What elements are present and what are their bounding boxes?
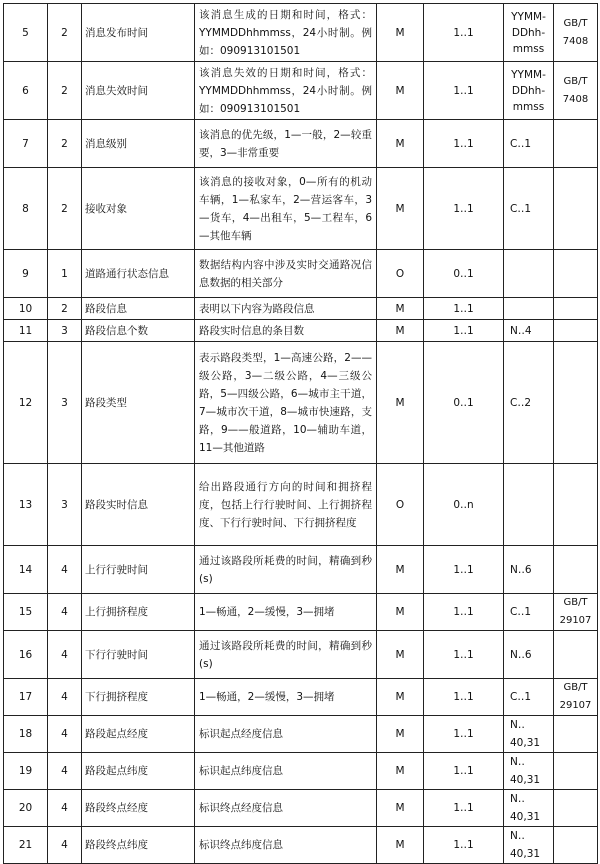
row-format: C‥1 <box>504 120 554 168</box>
row-level: 2 <box>48 168 82 250</box>
row-format: YYMM-DDhh-mmss <box>504 62 554 120</box>
row-standard <box>554 546 598 594</box>
row-name: 上行行驶时间 <box>82 546 195 594</box>
row-description: 表明以下内容为路段信息 <box>195 298 377 320</box>
row-standard <box>554 298 598 320</box>
row-description: 1—畅通，2—缓慢，3—拥堵 <box>195 594 377 631</box>
row-requirement: M <box>377 4 424 62</box>
row-level: 1 <box>48 250 82 298</box>
row-multiplicity: 1‥1 <box>424 320 504 342</box>
row-multiplicity: 1‥1 <box>424 716 504 753</box>
table-row <box>4 342 598 464</box>
row-multiplicity: 0‥1 <box>424 250 504 298</box>
row-description: 该消息的接收对象，0—所有的机动车辆，1—私家车，2—营运客车，3—货车，4—出租车，5—工程车，6—其他车辆 <box>195 168 377 250</box>
row-name: 路段终点经度 <box>82 790 195 827</box>
row-multiplicity: 1‥1 <box>424 679 504 716</box>
row-multiplicity: 1‥1 <box>424 827 504 864</box>
row-format: N‥6 <box>504 631 554 679</box>
row-description: 路段实时信息的条目数 <box>195 320 377 342</box>
row-name: 路段起点经度 <box>82 716 195 753</box>
row-number: 16 <box>4 631 48 679</box>
row-name: 路段信息个数 <box>82 320 195 342</box>
row-standard <box>554 790 598 827</box>
table-row <box>4 120 598 168</box>
table-row <box>4 4 598 62</box>
row-standard <box>554 342 598 464</box>
row-requirement: M <box>377 120 424 168</box>
row-multiplicity: 1‥1 <box>424 120 504 168</box>
row-multiplicity: 1‥1 <box>424 753 504 790</box>
row-format: N‥40,31 <box>504 827 554 864</box>
row-requirement: M <box>377 679 424 716</box>
row-number: 9 <box>4 250 48 298</box>
row-level: 4 <box>48 753 82 790</box>
row-requirement: O <box>377 464 424 546</box>
row-description: 通过该路段所耗费的时间，精确到秒(s) <box>195 546 377 594</box>
row-requirement: M <box>377 62 424 120</box>
row-multiplicity: 1‥1 <box>424 790 504 827</box>
row-description: 该消息生成的日期和时间，格式：YYMMDDhhmmss，24小时制。例如：090913101501 <box>195 4 377 62</box>
row-number: 7 <box>4 120 48 168</box>
row-format: C‥2 <box>504 342 554 464</box>
table-row <box>4 827 598 864</box>
row-level: 2 <box>48 62 82 120</box>
row-format: N‥40,31 <box>504 790 554 827</box>
table-row <box>4 464 598 546</box>
row-standard <box>554 320 598 342</box>
row-level: 3 <box>48 342 82 464</box>
row-standard: GB/T 29107 <box>554 679 598 716</box>
row-description: 数据结构内容中涉及实时交通路况信息数据的相关部分 <box>195 250 377 298</box>
row-multiplicity: 1‥1 <box>424 546 504 594</box>
table-row <box>4 250 598 298</box>
row-description: 1—畅通，2—缓慢，3—拥堵 <box>195 679 377 716</box>
table-row <box>4 679 598 716</box>
row-number: 10 <box>4 298 48 320</box>
row-requirement: M <box>377 631 424 679</box>
row-description: 标识终点经度信息 <box>195 790 377 827</box>
row-standard <box>554 753 598 790</box>
row-level: 3 <box>48 320 82 342</box>
row-number: 8 <box>4 168 48 250</box>
row-level: 4 <box>48 594 82 631</box>
row-requirement: M <box>377 168 424 250</box>
row-name: 下行拥挤程度 <box>82 679 195 716</box>
row-standard <box>554 168 598 250</box>
table-row <box>4 753 598 790</box>
row-number: 19 <box>4 753 48 790</box>
row-requirement: M <box>377 716 424 753</box>
row-format: N‥40,31 <box>504 716 554 753</box>
table-row <box>4 594 598 631</box>
row-standard: GB/T 7408 <box>554 62 598 120</box>
row-name: 消息级别 <box>82 120 195 168</box>
row-requirement: M <box>377 594 424 631</box>
row-number: 11 <box>4 320 48 342</box>
table-row <box>4 790 598 827</box>
row-name: 下行行驶时间 <box>82 631 195 679</box>
row-number: 14 <box>4 546 48 594</box>
row-level: 2 <box>48 4 82 62</box>
row-name: 消息失效时间 <box>82 62 195 120</box>
row-number: 20 <box>4 790 48 827</box>
row-name: 消息发布时间 <box>82 4 195 62</box>
row-multiplicity: 1‥1 <box>424 298 504 320</box>
row-format: C‥1 <box>504 594 554 631</box>
row-requirement: M <box>377 753 424 790</box>
row-level: 4 <box>48 679 82 716</box>
row-description: 给出路段通行方向的时间和拥挤程度，包括上行行驶时间、上行拥挤程度、下行行驶时间、下行拥挤程度 <box>195 464 377 546</box>
row-description: 表示路段类型，1—高速公路，2——级公路，3—二级公路，4—三级公路，5—四级公路，6—城市主干道，7—城市次干道，8—城市快速路，支路，9——般道路，10—辅助车道，11—其他道路 <box>195 342 377 464</box>
row-name: 道路通行状态信息 <box>82 250 195 298</box>
table-row <box>4 320 598 342</box>
table-row <box>4 631 598 679</box>
row-format: YYMM-DDhh-mmss <box>504 4 554 62</box>
row-number: 17 <box>4 679 48 716</box>
table-row <box>4 298 598 320</box>
row-standard <box>554 827 598 864</box>
row-number: 18 <box>4 716 48 753</box>
table-row <box>4 546 598 594</box>
row-format: N‥40,31 <box>504 753 554 790</box>
row-format: C‥1 <box>504 168 554 250</box>
row-requirement: M <box>377 790 424 827</box>
row-number: 21 <box>4 827 48 864</box>
row-description: 该消息的优先级，1—一般，2—较重要，3—非常重要 <box>195 120 377 168</box>
row-level: 2 <box>48 298 82 320</box>
row-number: 13 <box>4 464 48 546</box>
row-multiplicity: 0‥n <box>424 464 504 546</box>
row-name: 接收对象 <box>82 168 195 250</box>
row-format: N‥6 <box>504 546 554 594</box>
row-level: 3 <box>48 464 82 546</box>
row-description: 标识终点纬度信息 <box>195 827 377 864</box>
row-format <box>504 464 554 546</box>
row-multiplicity: 0‥1 <box>424 342 504 464</box>
row-standard <box>554 250 598 298</box>
row-number: 6 <box>4 62 48 120</box>
row-description: 该消息失效的日期和时间，格式：YYMMDDhhmmss，24小时制。例如：090913101501 <box>195 62 377 120</box>
row-name: 路段终点纬度 <box>82 827 195 864</box>
row-level: 2 <box>48 120 82 168</box>
row-description: 标识起点纬度信息 <box>195 753 377 790</box>
row-multiplicity: 1‥1 <box>424 62 504 120</box>
table-row <box>4 716 598 753</box>
row-description: 通过该路段所耗费的时间，精确到秒(s) <box>195 631 377 679</box>
row-name: 路段信息 <box>82 298 195 320</box>
row-name: 路段起点纬度 <box>82 753 195 790</box>
row-multiplicity: 1‥1 <box>424 631 504 679</box>
row-number: 15 <box>4 594 48 631</box>
row-standard <box>554 631 598 679</box>
row-name: 路段类型 <box>82 342 195 464</box>
row-number: 12 <box>4 342 48 464</box>
row-level: 4 <box>48 790 82 827</box>
row-level: 4 <box>48 631 82 679</box>
row-level: 4 <box>48 716 82 753</box>
row-standard: GB/T 7408 <box>554 4 598 62</box>
row-standard <box>554 464 598 546</box>
row-requirement: O <box>377 250 424 298</box>
row-requirement: M <box>377 342 424 464</box>
row-standard <box>554 716 598 753</box>
table-row <box>4 62 598 120</box>
row-name: 路段实时信息 <box>82 464 195 546</box>
row-name: 上行拥挤程度 <box>82 594 195 631</box>
table-row <box>4 168 598 250</box>
row-requirement: M <box>377 320 424 342</box>
row-requirement: M <box>377 827 424 864</box>
row-format: N‥4 <box>504 320 554 342</box>
row-multiplicity: 1‥1 <box>424 594 504 631</box>
row-format <box>504 250 554 298</box>
row-format <box>504 298 554 320</box>
row-number: 5 <box>4 4 48 62</box>
row-description: 标识起点经度信息 <box>195 716 377 753</box>
row-level: 4 <box>48 546 82 594</box>
row-multiplicity: 1‥1 <box>424 4 504 62</box>
row-standard <box>554 120 598 168</box>
row-format: C‥1 <box>504 679 554 716</box>
row-level: 4 <box>48 827 82 864</box>
row-multiplicity: 1‥1 <box>424 168 504 250</box>
row-requirement: M <box>377 298 424 320</box>
row-requirement: M <box>377 546 424 594</box>
data-element-table <box>3 3 598 864</box>
row-standard: GB/T 29107 <box>554 594 598 631</box>
